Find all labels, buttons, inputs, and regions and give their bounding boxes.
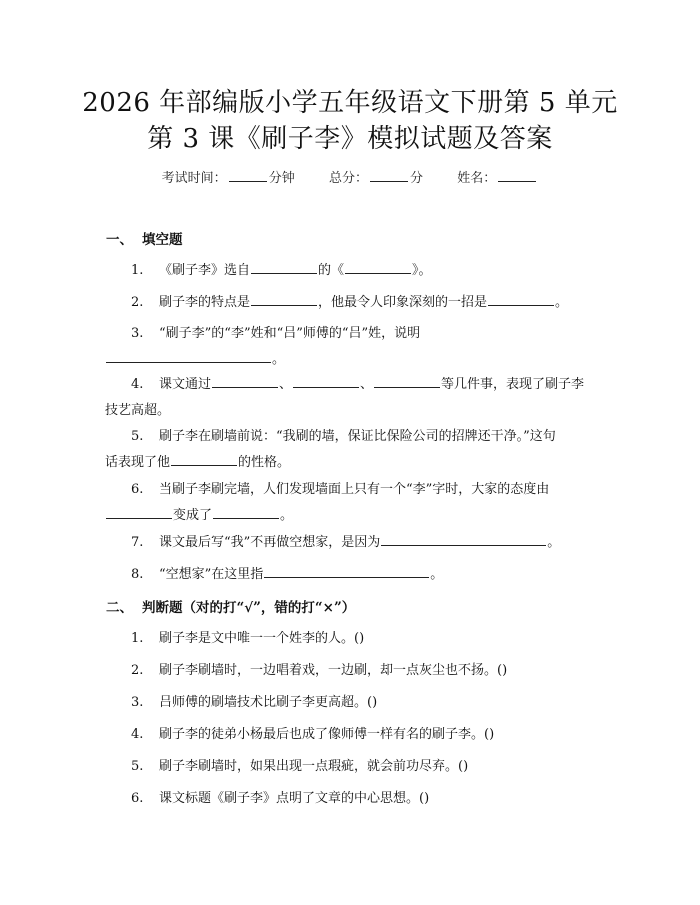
question-text: 当刷子李刷完墙，人们发现墙面上只有一个“李”字时，大家的态度由 bbox=[159, 482, 550, 497]
question-text: 刷子李的徒弟小杨最后也成了像师傅一样有名的刷子李。() bbox=[159, 727, 495, 742]
name-label: 姓名： bbox=[457, 171, 497, 186]
question-number: 7. bbox=[131, 535, 144, 550]
score-blank[interactable] bbox=[370, 168, 408, 182]
question-text: 刷子李刷墙时，一边唱着戏，一边刷，却一点灰尘也不扬。() bbox=[159, 663, 508, 678]
answer-blank[interactable] bbox=[251, 291, 317, 306]
question-text: 话表现了他 bbox=[105, 455, 171, 470]
time-blank[interactable] bbox=[229, 168, 267, 182]
question-7 bbox=[105, 530, 595, 556]
question-text: 。 bbox=[280, 508, 294, 523]
question-number: 4. bbox=[131, 727, 144, 742]
tf-question-6 bbox=[105, 786, 595, 812]
question-text: 的《 bbox=[318, 263, 345, 278]
section-title: 填空题 bbox=[142, 232, 183, 248]
question-text: 刷子李是文中唯一一个姓李的人。() bbox=[159, 631, 365, 646]
document-title-line-2: 第 3 课《刷子李》模拟试题及答案 bbox=[147, 124, 553, 154]
question-text: 、 bbox=[279, 377, 293, 392]
section-heading-fill-in bbox=[106, 230, 183, 250]
name-blank[interactable] bbox=[498, 168, 536, 182]
question-5 bbox=[105, 424, 595, 476]
question-4 bbox=[105, 372, 595, 424]
section-heading-true-false bbox=[106, 598, 355, 618]
answer-blank[interactable] bbox=[212, 373, 278, 388]
question-text: 吕师傅的刷墙技术比刷子李更高超。() bbox=[159, 695, 378, 710]
question-1 bbox=[105, 258, 595, 284]
question-number: 8. bbox=[131, 567, 144, 582]
question-3 bbox=[105, 321, 595, 373]
question-text: 课文通过 bbox=[159, 377, 212, 392]
question-number: 2. bbox=[131, 663, 144, 678]
question-text: 等几件事，表现了刷子李 bbox=[441, 377, 585, 392]
question-text: “刷子李”的“李”姓和“吕”师傅的“吕”姓，说明 bbox=[159, 326, 421, 341]
score-unit: 分 bbox=[410, 171, 424, 186]
question-2 bbox=[105, 290, 595, 316]
question-number: 6. bbox=[131, 791, 144, 806]
question-text: 。 bbox=[547, 535, 561, 550]
answer-blank[interactable] bbox=[106, 348, 271, 363]
tf-question-5 bbox=[105, 754, 595, 780]
exam-info-line bbox=[0, 168, 700, 188]
section-title: 判断题（对的打“√”，错的打“×”） bbox=[142, 600, 356, 616]
question-text: 课文标题《刷子李》点明了文章的中心思想。() bbox=[159, 791, 430, 806]
question-text: 刷子李在刷墙前说：“我刷的墙，保证比保险公司的招牌还干净。”这句 bbox=[159, 429, 556, 444]
question-number: 6. bbox=[131, 482, 144, 497]
question-text: 、 bbox=[360, 377, 374, 392]
document-title-line-1: 2026 年部编版小学五年级语文下册第 5 单元 bbox=[82, 88, 618, 118]
question-8 bbox=[105, 562, 595, 588]
question-text: 刷子李的特点是 bbox=[159, 295, 251, 310]
answer-blank[interactable] bbox=[171, 451, 237, 466]
question-text: “空想家”在这里指 bbox=[159, 567, 264, 582]
question-number: 5. bbox=[131, 429, 144, 444]
question-text: 的性格。 bbox=[238, 455, 291, 470]
tf-question-2 bbox=[105, 658, 595, 684]
question-text: 课文最后写“我”不再做空想家，是因为 bbox=[159, 535, 381, 550]
score-label: 总分： bbox=[328, 171, 368, 186]
answer-blank[interactable] bbox=[293, 373, 359, 388]
time-label: 考试时间： bbox=[161, 171, 227, 186]
question-text: 》。 bbox=[412, 263, 432, 278]
question-text: 。 bbox=[272, 352, 286, 367]
question-number: 3. bbox=[131, 695, 144, 710]
answer-blank[interactable] bbox=[251, 259, 317, 274]
tf-question-1 bbox=[105, 626, 595, 652]
time-unit: 分钟 bbox=[268, 171, 295, 186]
question-text: 。 bbox=[555, 295, 569, 310]
question-text: 技艺高超。 bbox=[105, 403, 171, 418]
question-number: 1. bbox=[131, 631, 144, 646]
answer-blank[interactable] bbox=[213, 504, 279, 519]
question-text: 变成了 bbox=[173, 508, 213, 523]
section-number: 一、 bbox=[106, 232, 133, 248]
question-number: 5. bbox=[131, 759, 144, 774]
question-text: 《刷子李》选自 bbox=[159, 263, 251, 278]
answer-blank[interactable] bbox=[106, 504, 172, 519]
question-number: 1. bbox=[131, 263, 144, 278]
answer-blank[interactable] bbox=[374, 373, 440, 388]
answer-blank[interactable] bbox=[488, 291, 554, 306]
question-text: ，他最令人印象深刻的一招是 bbox=[318, 295, 488, 310]
question-text: 刷子李刷墙时，如果出现一点瑕疵，就会前功尽弃。() bbox=[159, 759, 469, 774]
answer-blank[interactable] bbox=[345, 259, 411, 274]
section-number: 二、 bbox=[106, 600, 133, 616]
answer-blank[interactable] bbox=[264, 563, 429, 578]
question-number: 2. bbox=[131, 295, 144, 310]
question-text: 。 bbox=[430, 567, 444, 582]
question-number: 3. bbox=[131, 326, 144, 341]
answer-blank[interactable] bbox=[381, 531, 546, 546]
question-6 bbox=[105, 477, 595, 529]
question-number: 4. bbox=[131, 377, 144, 392]
tf-question-4 bbox=[105, 722, 595, 748]
tf-question-3 bbox=[105, 690, 595, 716]
